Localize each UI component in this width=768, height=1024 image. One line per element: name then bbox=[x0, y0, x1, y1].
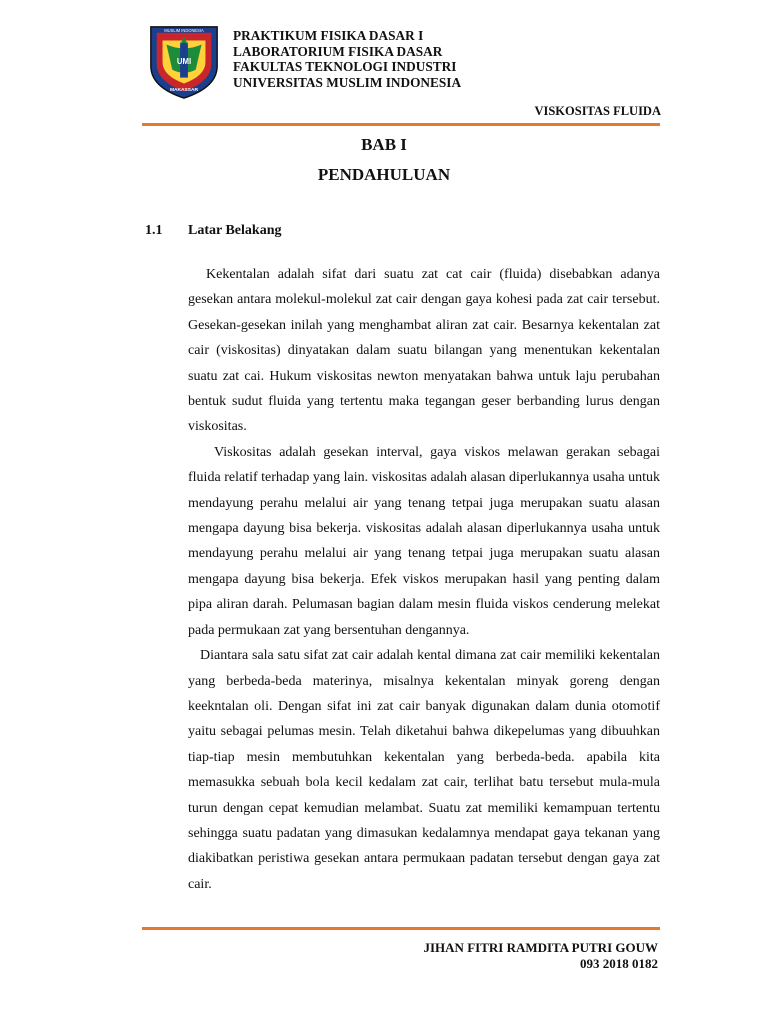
institution-header bbox=[233, 28, 461, 90]
section-title: Latar Belakang bbox=[188, 223, 282, 238]
paragraph: Kekentalan adalah sifat dari suatu zat cat cair (fluida) disebabkan adanya gesekan antara molekul-molekul zat cair dengan gaya kohesi pada zat cair tersebut. Gesekan-gesekan inilah yang menghambat aliran zat cair. Besarnya kekentalan zat cair (viskositas) dinyatakan dalam suatu bilangan yang menentukan kekentalan suatu zat cai. Hukum viskositas newton menyatakan bahwa untuk laju perubahan bentuk sudut fluida yang tertentu maka tegangan geser berbanding lurus dengan viskositas. bbox=[188, 267, 660, 435]
chapter-title: PENDAHULUAN bbox=[317, 165, 451, 184]
logo-top-text: MUSLIM INDONESIA bbox=[164, 27, 204, 33]
paragraph: Viskositas adalah gesekan interval, gaya viskos melawan gerakan sebagai fluida relatif terhadap yang lain. viskositas adalah alasan diperlukannya usaha untuk mendayung perahu melalui air yang tenang tetpai juga merupakan suatu alasan mengapa dayung bisa bekerja. viskositas adalah alasan diperlukannya usaha untuk mendayung perahu melalui air yang tenang tetpai juga merupakan suatu alasan mengapa dayung bisa bekerja. Efek viskos merupakan hasil yang penting dalam pipa aliran darah. Pelumasan bagian dalam mesin fluida viskos cenderung melekat pada permukaan zat yang bersentuhan dengannya. bbox=[188, 444, 660, 638]
university-logo-icon bbox=[145, 23, 223, 101]
chapter-number: BAB I bbox=[361, 135, 407, 154]
subject-title: VISKOSITAS FLUIDA bbox=[534, 104, 661, 118]
paragraph: Diantara sala satu sifat zat cair adalah kental dimana zat cair memiliki kekentalan yang berbeda-beda materinya, misalnya kekentalan minyak goreng dengan keekntalan oli. Dengan sifat ini zat cair banyak digunakan dalam dunia otomotif yaitu sebagai pelumas mesin. Telah diketahui bahwa dikepelumas yang dibuuhkan tiap-tiap mesin membutuhkan kekentalan yang berbeda-beda. apabila kita memasukka sebuah bola kecil kedalam zat cair, terlihat batu tersebut mula-mula turun dengan cepat kemudian melambat. Suatu zat memiliki kemampuan tertentu sehingga suatu padatan yang dimasukan kedalamnya mendapat gaya tekanan yang diakibatkan peristiwa gesekan antara permukaan padatan tersebut dengan gaya zat cair. bbox=[188, 648, 660, 892]
author-name: JIHAN FITRI RAMDITA PUTRI GOUW bbox=[423, 940, 658, 955]
footer-divider bbox=[142, 927, 660, 930]
logo-mid-text: UMI bbox=[176, 56, 192, 66]
footer-author bbox=[424, 940, 659, 972]
section-number: 1.1 bbox=[145, 223, 163, 238]
header-divider bbox=[142, 123, 660, 126]
logo-bottom-text: MAKASSAR bbox=[169, 88, 199, 94]
body-text bbox=[188, 262, 660, 897]
student-id: 093 2018 0182 bbox=[580, 956, 658, 971]
institution-line: UNIVERSITAS MUSLIM INDONESIA bbox=[233, 74, 462, 90]
institution-line: FAKULTAS TEKNOLOGI INDUSTRI bbox=[233, 59, 457, 74]
institution-line: LABORATORIUM FISIKA DASAR bbox=[233, 43, 443, 59]
institution-line: PRAKTIKUM FISIKA DASAR I bbox=[233, 28, 424, 43]
